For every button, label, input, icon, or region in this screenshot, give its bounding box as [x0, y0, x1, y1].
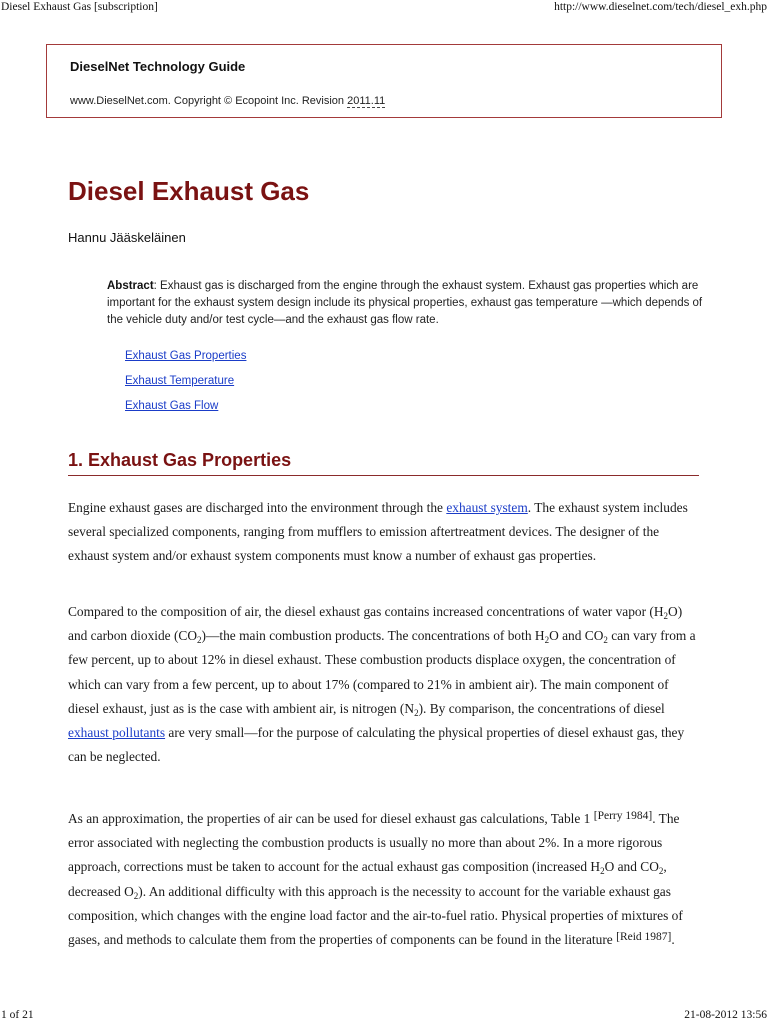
toc-link-exhaust-gas-flow[interactable]: Exhaust Gas Flow [125, 400, 219, 412]
text-run: . [671, 932, 675, 948]
subscript: 2 [414, 707, 419, 718]
text-run: can vary from a few percent, up to about 12% in diesel exhaust. These combustion products displace oxygen, the concentration of which can vary from a few percent, up to about 17% (compared to 21% in ambient air). The main component of diesel exhaust, just as is the case with ambient air, is nitrogen (N [68, 628, 696, 716]
subscript: 2 [133, 890, 139, 901]
paragraph-2 [68, 600, 700, 769]
print-header-url: http://www.dieselnet.com/tech/diesel_exh.php [554, 1, 767, 13]
subscript: 2 [197, 635, 202, 646]
abstract [107, 278, 707, 329]
toc-link-exhaust-temperature[interactable]: Exhaust Temperature [125, 375, 235, 387]
print-header [0, 1, 768, 15]
subscript: 2 [600, 866, 605, 877]
page-number: 1 of 21 [1, 1009, 34, 1021]
abstract-text: : Exhaust gas is discharged from the engine through the exhaust system. Exhaust gas properties which are important for the exhaust system design include its physical properties, exhaust gas temperature —which depends of the vehicle duty and/or test cycle—and the exhaust gas flow rate. [107, 280, 703, 326]
text-run: O) and carbon dioxide (CO [68, 604, 683, 644]
revision-number[interactable]: 2011.11 [347, 95, 386, 107]
text-run: O and CO [549, 628, 604, 644]
text-run: O and CO [604, 859, 659, 875]
text-run: )—the main combustion products. The concentrations of both H [201, 628, 545, 644]
guide-title: DieselNet Technology Guide [70, 59, 246, 74]
text-run: ). An additional difficulty with this approach is the necessity to account for the variable exhaust gas composition, which changes with the engine load factor and the air-to-fuel ratio. Physical properties of mixtures of gases, and methods to calculate them from the properties of components can be found in the literature [68, 883, 683, 948]
print-header-title: Diesel Exhaust Gas [subscription] [1, 1, 158, 13]
text-run: . The exhaust system includes several specialized components, ranging from mufflers to emission aftertreatment devices. The designer of the exhaust system and/or exhaust system components must know a number of exhaust gas properties. [68, 500, 688, 564]
citation-perry-1984: [Perry 1984] [593, 810, 653, 822]
print-footer [0, 1009, 768, 1023]
guide-copyright [70, 95, 385, 107]
subscript: 2 [603, 635, 608, 646]
author-name: Hannu Jääskeläinen [68, 230, 186, 245]
text-run: ). By comparison, the concentrations of diesel [418, 700, 665, 716]
section-heading: 1. Exhaust Gas Properties [68, 450, 292, 470]
exhaust-pollutants-link[interactable]: exhaust pollutants [68, 725, 166, 741]
subscript: 2 [658, 866, 664, 877]
citation-reid-1987: [Reid 1987] [616, 931, 672, 944]
print-datetime: 21-08-2012 13:56 [684, 1009, 767, 1021]
abstract-label: Abstract [107, 280, 154, 292]
page-title: Diesel Exhaust Gas [68, 176, 310, 206]
table-of-contents [125, 348, 246, 423]
section-divider [68, 475, 699, 476]
toc-link-exhaust-gas-properties[interactable]: Exhaust Gas Properties [125, 350, 247, 362]
text-run: . The error associated with neglecting the combustion products is usually no more than about 2%. In a more rigorous approach, corrections must be taken to account for the actual exhaust gas composition (increased H [68, 811, 680, 875]
text-run: Engine exhaust gases are discharged into the environment through the [68, 500, 447, 515]
text-run: As an approximation, the properties of air can be used for diesel exhaust gas calculations, Table 1 [68, 811, 594, 826]
subscript: 2 [663, 611, 669, 621]
subscript: 2 [544, 635, 550, 646]
copyright-text: www.DieselNet.com. Copyright © Ecopoint Inc. Revision [70, 95, 348, 107]
exhaust-system-link[interactable]: exhaust system [446, 500, 528, 515]
text-run: Compared to the composition of air, the diesel exhaust gas contains increased concentrations of water vapor (H [68, 604, 664, 619]
technology-guide-box [46, 44, 722, 118]
text-run: , decreased O [68, 859, 667, 899]
paragraph-1 [68, 496, 700, 569]
paragraph-3 [68, 807, 700, 952]
text-run: are very small—for the purpose of calculating the physical properties of diesel exhaust gas, they can be neglected. [68, 725, 685, 765]
